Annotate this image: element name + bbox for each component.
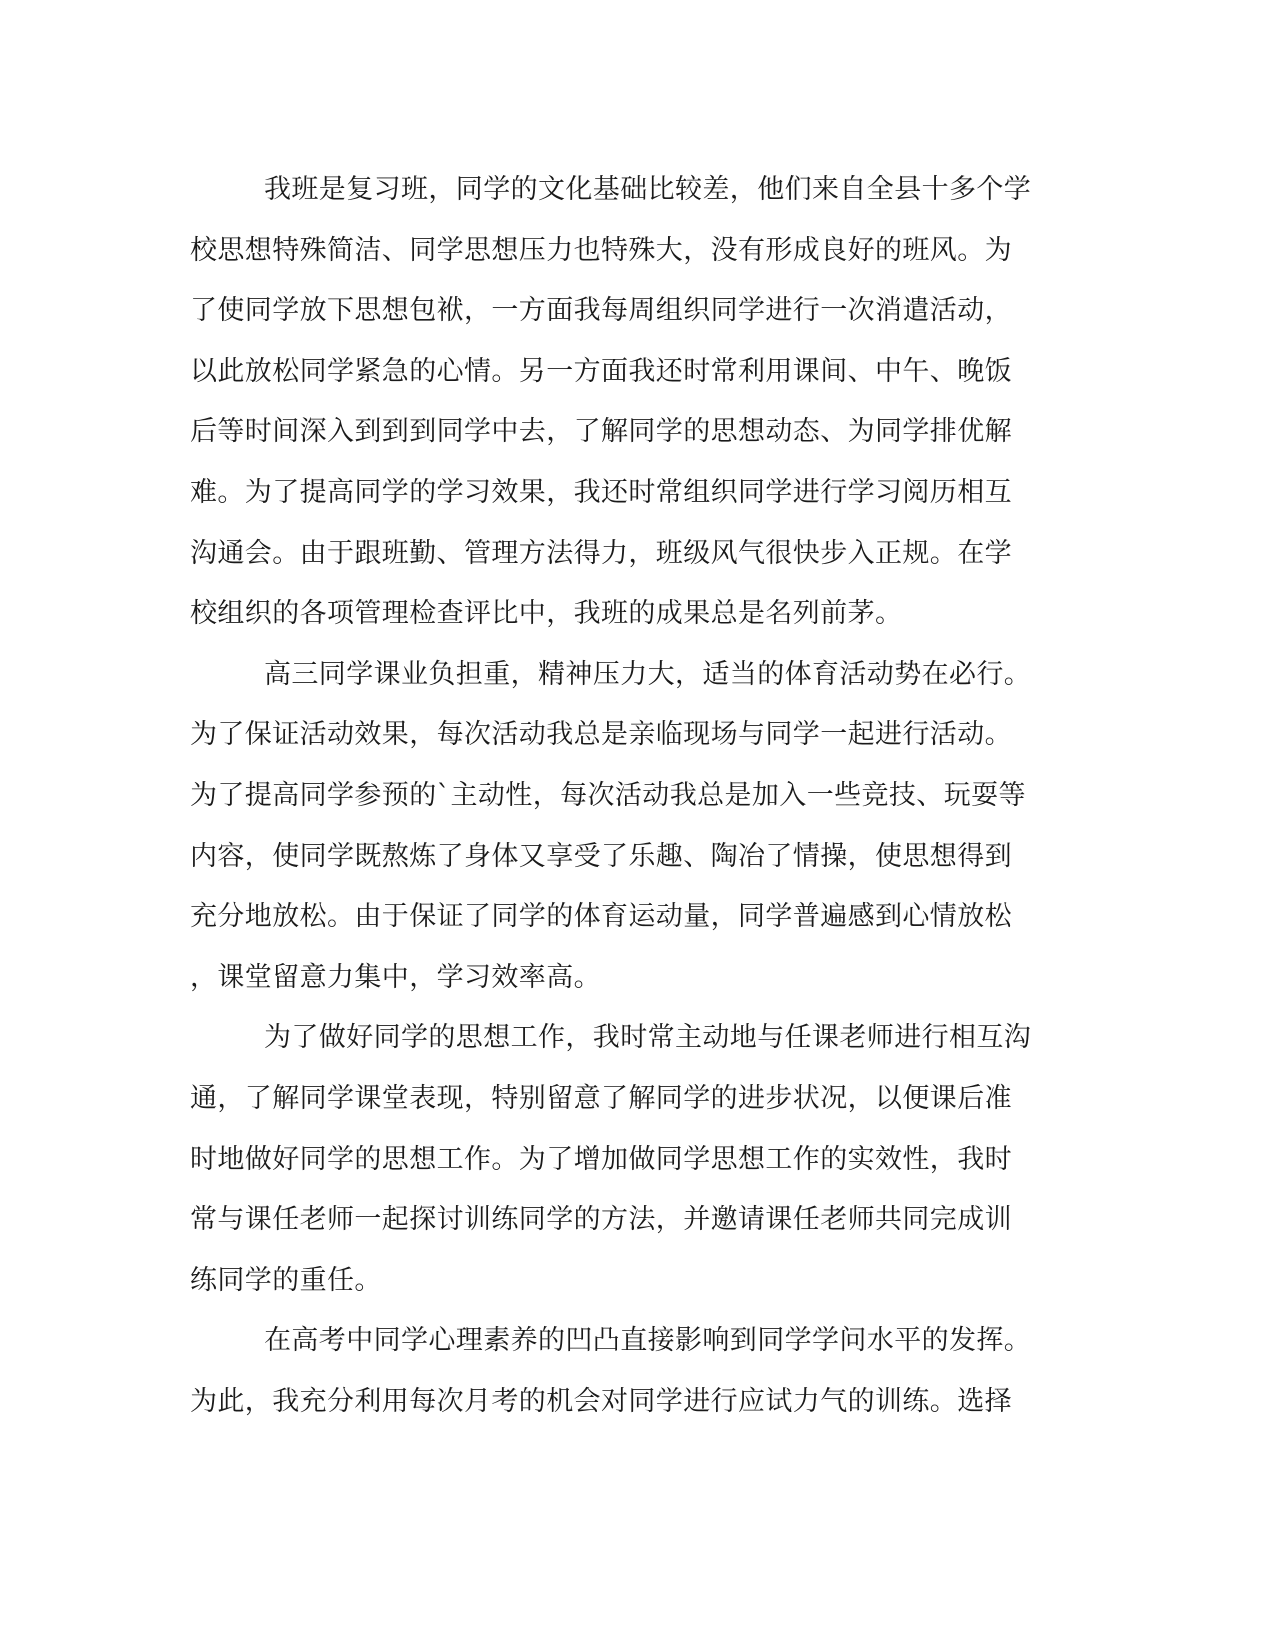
text-line: 校组织的各项管理检查评比中，我班的成果总是名列前茅。 — [190, 598, 903, 630]
text-line: 为了提高同学参预的`主动性，每次活动我总是加入一些竞技、玩耍等 — [190, 779, 1026, 811]
text-line: 练同学的重任。 — [190, 1264, 382, 1296]
paragraph-3 — [190, 1008, 1085, 1311]
text-line: 后等时间深入到到到同学中去，了解同学的思想动态、为同学排优解 — [190, 416, 1012, 448]
text-line: 难。为了提高同学的学习效果，我还时常组织同学进行学习阅历相互 — [190, 476, 1012, 508]
text-line: 时地做好同学的思想工作。为了增加做同学思想工作的实效性，我时 — [190, 1143, 1012, 1175]
text-line: 充分地放松。由于保证了同学的体育运动量，同学普遍感到心情放松 — [190, 901, 1012, 933]
text-line: 内容，使同学既熬炼了身体又享受了乐趣、陶冶了情操，使思想得到 — [190, 840, 1012, 872]
text-line: 以此放松同学紧急的心情。另一方面我还时常利用课间、中午、晚饭 — [190, 355, 1012, 387]
paragraph-4 — [190, 1311, 1085, 1432]
text-line: 我班是复习班，同学的文化基础比较差，他们来自全县十多个学 — [264, 174, 1032, 205]
text-line: 为了做好同学的思想工作，我时常主动地与任课老师进行相互沟 — [264, 1022, 1032, 1054]
text-line: 在高考中同学心理素养的凹凸直接影响到同学学问水平的发挥。 — [264, 1325, 1032, 1357]
text-line: 为了保证活动效果，每次活动我总是亲临现场与同学一起进行活动。 — [190, 719, 1012, 751]
text-line: 校思想特殊简洁、同学思想压力也特殊大，没有形成良好的班风。为 — [190, 234, 1012, 266]
document-body — [190, 160, 1085, 1432]
text-line: 通，了解同学课堂表现，特别留意了解同学的进步状况，以便课后准 — [190, 1082, 1012, 1114]
text-line: 为此，我充分利用每次月考的机会对同学进行应试力气的训练。选择 — [190, 1385, 1012, 1417]
text-line: 常与课任老师一起探讨训练同学的方法，并邀请课任老师共同完成训 — [190, 1204, 1012, 1236]
text-line: 了使同学放下思想包袱，一方面我每周组织同学进行一次消遣活动， — [190, 295, 1012, 327]
text-line: 高三同学课业负担重，精神压力大，适当的体育活动势在必行。 — [264, 658, 1032, 690]
text-line: ，课堂留意力集中，学习效率高。 — [190, 961, 601, 993]
paragraph-2 — [190, 645, 1085, 1009]
text-line: 沟通会。由于跟班勤、管理方法得力，班级风气很快步入正规。在学 — [190, 537, 1012, 569]
paragraph-1 — [190, 160, 1085, 645]
